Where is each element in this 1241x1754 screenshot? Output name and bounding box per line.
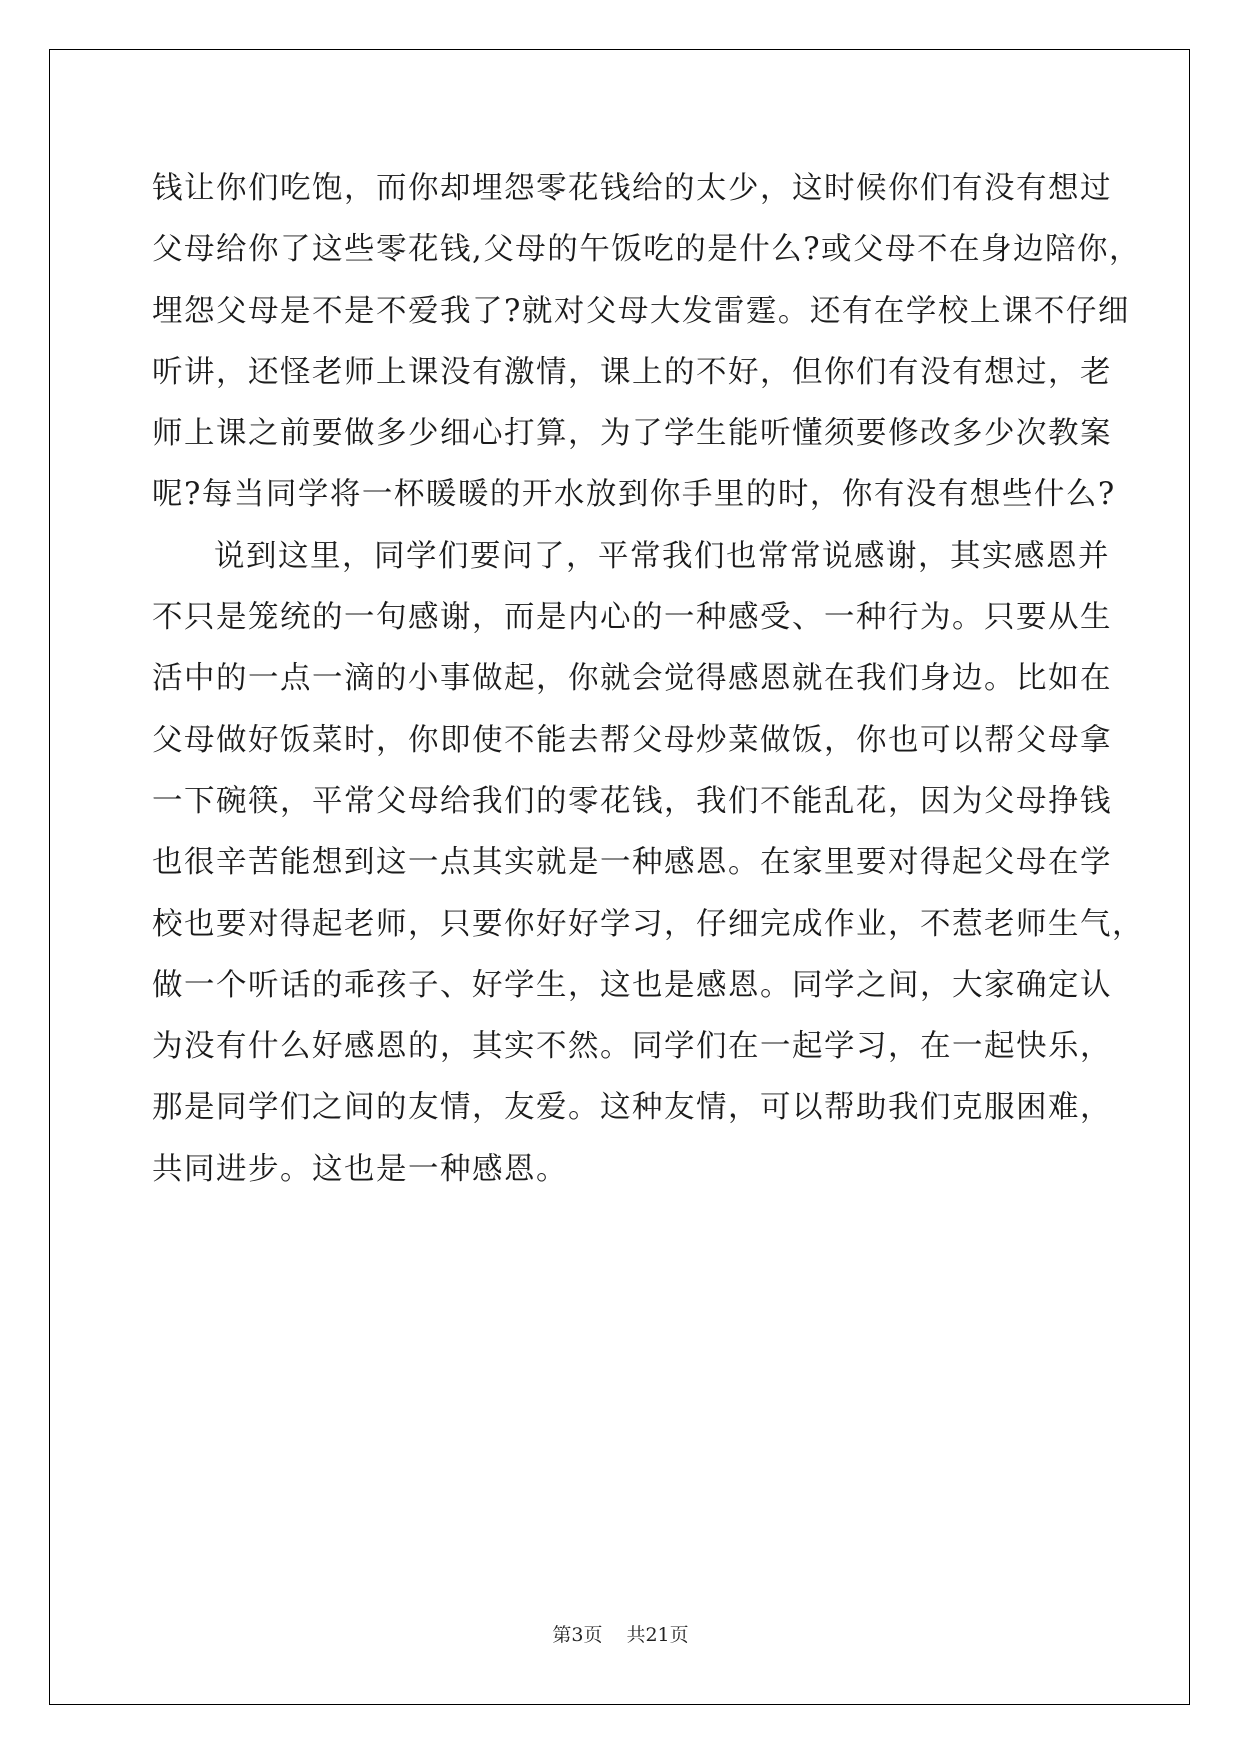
text-line: 也很辛苦能想到这一点其实就是一种感恩。在家里要对得起父母在学 — [152, 845, 1112, 881]
paragraph-first-line: 说到这里，同学们要问了，平常我们也常常说感谢，其实感恩并 — [214, 538, 1110, 574]
text-line: 听讲，还怪老师上课没有激情，课上的不好，但你们有没有想过，老 — [152, 354, 1112, 390]
text-line: 父母给你了这些零花钱,父母的午饭吃的是什么?或父母不在身边陪你， — [152, 232, 1142, 268]
text-line: 那是同学们之间的友情，友爱。这种友情，可以帮助我们克服困难， — [152, 1090, 1112, 1126]
text-line: 做一个听话的乖孩子、好学生，这也是感恩。同学之间，大家确定认 — [152, 967, 1112, 1003]
text-line: 共同进步。这也是一种感恩。 — [152, 1151, 568, 1187]
text-line: 埋怨父母是不是不爱我了?就对父母大发雷霆。还有在学校上课不仔细 — [152, 293, 1130, 329]
text-line: 不只是笼统的一句感谢，而是内心的一种感受、一种行为。只要从生 — [152, 600, 1112, 636]
document-body — [152, 158, 1144, 1200]
text-line: 为没有什么好感恩的，其实不然。同学们在一起学习，在一起快乐， — [152, 1029, 1112, 1065]
page-footer — [0, 1620, 1241, 1647]
text-line: 师上课之前要做多少细心打算，为了学生能听懂须要修改多少次教案 — [152, 416, 1112, 452]
page-total: 共21页 — [626, 1624, 689, 1646]
text-line: 活中的一点一滴的小事做起，你就会觉得感恩就在我们身边。比如在 — [152, 661, 1112, 697]
text-line: 呢?每当同学将一杯暖暖的开水放到你手里的时，你有没有想些什么? — [152, 477, 1116, 513]
text-line: 一下碗筷，平常父母给我们的零花钱，我们不能乱花，因为父母挣钱 — [152, 783, 1112, 819]
page-number: 第3页 — [552, 1624, 603, 1646]
text-line: 父母做好饭菜时，你即使不能去帮父母炒菜做饭，你也可以帮父母拿 — [152, 722, 1112, 758]
text-line: 校也要对得起老师，只要你好好学习，仔细完成作业，不惹老师生气， — [152, 906, 1144, 942]
text-line: 钱让你们吃饱，而你却埋怨零花钱给的太少，这时候你们有没有想过 — [152, 171, 1112, 206]
